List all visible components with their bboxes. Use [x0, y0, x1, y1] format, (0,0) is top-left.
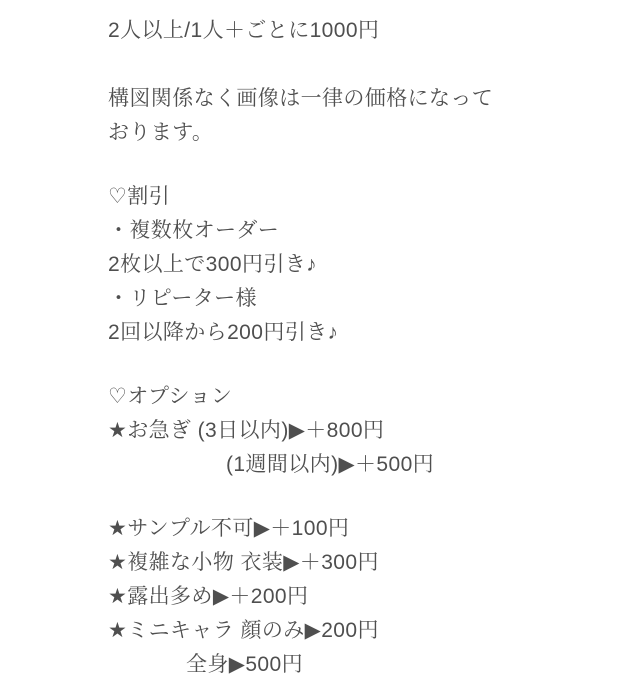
discount-item-2: 2枚以上で300円引き♪ — [108, 253, 318, 276]
gap-after-price — [108, 48, 600, 82]
discount-item-1: ・複数枚オーダー — [108, 219, 280, 242]
option-item-4: ★ミニキャラ 顔のみ▶200円 — [108, 619, 379, 642]
gap-after-note — [108, 150, 600, 180]
option-rush-line-2: (1週間以内)▶＋500円 — [226, 453, 435, 476]
price-extra-person-line: 2人以上/1人＋ごとに1000円 — [108, 19, 380, 42]
discount-heading: ♡割引 — [108, 185, 171, 208]
top-spacer — [108, 0, 600, 14]
option-item-1: ★サンプル不可▶＋100円 — [108, 517, 350, 540]
option-item-3: ★露出多め▶＋200円 — [108, 585, 309, 608]
option-rush-line-1: ★お急ぎ (3日以内)▶＋800円 — [108, 419, 385, 442]
option-item-5: 全身▶500円 — [186, 653, 303, 676]
gap-after-discount — [108, 350, 600, 380]
discount-item-3: ・リピーター様 — [108, 287, 257, 310]
option-item-2: ★複雑な小物 衣装▶＋300円 — [108, 551, 379, 574]
composition-note-line-1: 構図関係なく画像は一律の価格になって — [108, 87, 494, 110]
composition-note-line-2: おります。 — [108, 121, 214, 144]
option-heading: ♡オプション — [108, 385, 233, 408]
gap-after-rush — [108, 482, 600, 512]
discount-item-4: 2回以降から200円引き♪ — [108, 321, 339, 344]
